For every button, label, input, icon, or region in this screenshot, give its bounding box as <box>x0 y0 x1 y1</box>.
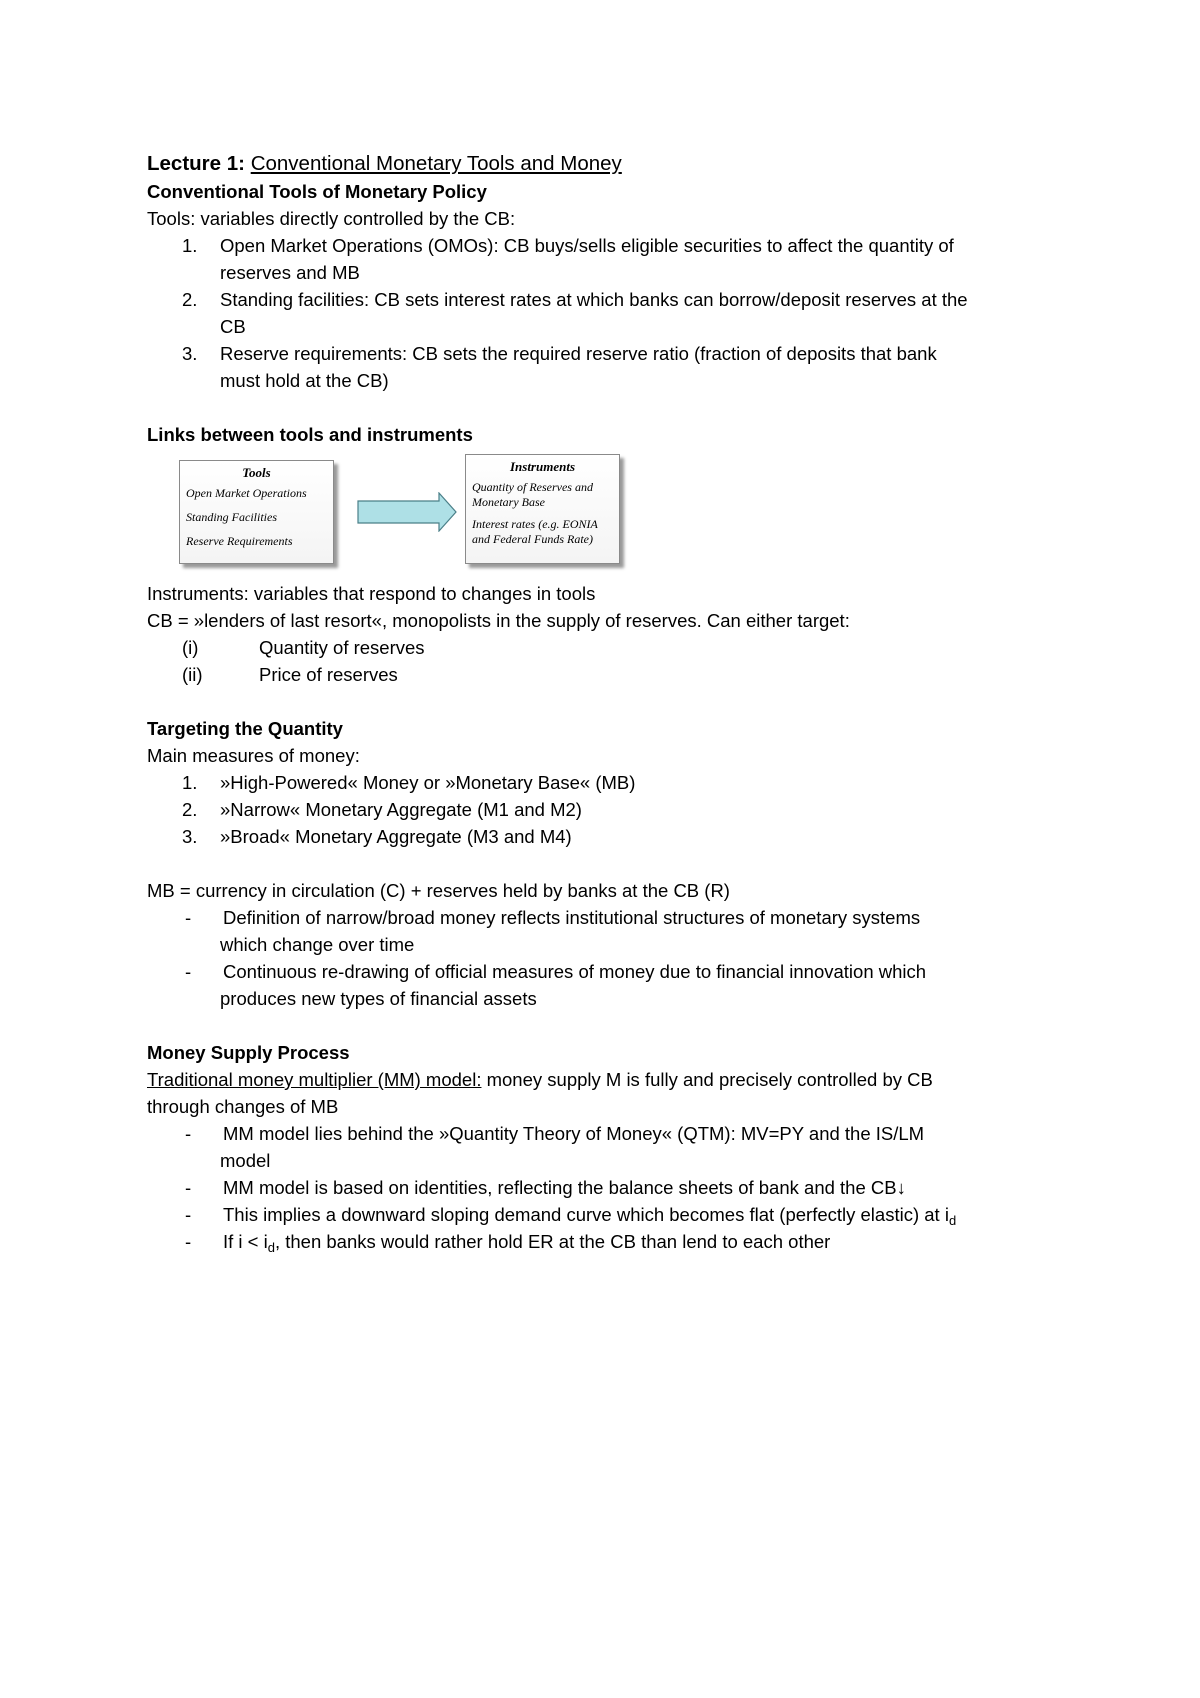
bullet-text-cont: model <box>220 1150 271 1171</box>
bullet-text-cont: which change over time <box>220 934 415 955</box>
bullet-item <box>147 958 1067 985</box>
section-heading-money-supply: Money Supply Process <box>147 1042 350 1063</box>
item-text-cont: reserves and MB <box>220 262 360 283</box>
item-text: »Narrow« Monetary Aggregate (M1 and M2) <box>220 799 582 820</box>
tools-box-item: Open Market Operations <box>186 486 307 500</box>
instruments-box-item: Quantity of Reserves and Monetary Base <box>472 480 593 509</box>
tools-box-title: Tools <box>242 465 271 480</box>
subscript-d: d <box>267 1240 275 1255</box>
list-item <box>147 286 1067 313</box>
item-text: »Broad« Monetary Aggregate (M3 and M4) <box>220 826 572 847</box>
instruments-definition: Instruments: variables that respond to changes in tools <box>147 583 596 604</box>
tools-box-item: Reserve Requirements <box>186 534 293 548</box>
item-text-cont: CB <box>220 316 246 337</box>
item-text-cont: must hold at the CB) <box>220 370 389 391</box>
item-text: »High-Powered« Money or »Monetary Base« (MB) <box>220 772 636 793</box>
bullet-text-post: , then banks would rather hold ER at the CB than lend to each other <box>274 1231 831 1252</box>
mb-definition: MB = currency in circulation (C) + reserves held by banks at the CB (R) <box>147 880 730 901</box>
list-item <box>147 232 1067 259</box>
bullet-dash: - <box>185 1231 192 1252</box>
title-main: Conventional Monetary Tools and Money <box>250 152 622 175</box>
bullet-dash: - <box>185 1177 192 1198</box>
tools-intro: Tools: variables directly controlled by the CB: <box>147 208 516 229</box>
bullet-text: Continuous re-drawing of official measures of money due to financial innovation which <box>223 961 927 982</box>
list-item <box>147 340 1067 367</box>
measures-intro: Main measures of money: <box>147 745 360 766</box>
bullet-text-cont: produces new types of financial assets <box>220 988 537 1009</box>
instruments-box <box>465 454 620 564</box>
item-number: 2. <box>182 289 198 310</box>
bullet-item <box>147 1174 1067 1201</box>
bullet-text <box>223 1228 830 1255</box>
tools-list <box>147 232 1067 394</box>
bullet-item <box>147 1120 1067 1147</box>
list-item <box>147 634 1067 661</box>
item-text: Open Market Operations (OMOs): CB buys/sells eligible securities to affect the quantity of <box>220 235 954 256</box>
down-arrow-icon: ↓ <box>896 1177 906 1198</box>
bullet-dash: - <box>185 1204 192 1225</box>
list-item <box>147 661 1067 688</box>
bullet-text <box>223 1174 906 1201</box>
mm-model-rest: money supply M is fully and precisely controlled by CB <box>481 1069 933 1090</box>
bullet-text-main: This implies a downward sloping demand curve which becomes flat (perfectly elastic) at i <box>223 1204 949 1225</box>
list-item <box>147 823 1067 850</box>
tools-box <box>179 460 334 564</box>
instruments-box-item: Interest rates (e.g. EONIA and Federal Funds Rate) <box>472 517 598 546</box>
document-page <box>147 150 1067 1255</box>
item-number: 1. <box>182 235 198 256</box>
item-text: Price of reserves <box>259 664 398 685</box>
list-item <box>147 769 1067 796</box>
right-arrow-icon <box>357 492 457 532</box>
bullet-text-main: MM model is based on identities, reflecting the balance sheets of bank and the CB <box>223 1177 897 1198</box>
bullet-text-pre: If i < i <box>223 1231 268 1252</box>
item-number: 1. <box>182 772 198 793</box>
tools-instruments-figure <box>147 454 1067 578</box>
mm-model-text <box>147 1066 1067 1093</box>
section-heading-quantity: Targeting the Quantity <box>147 718 343 739</box>
cb-lender-text: CB = »lenders of last resort«, monopolists in the supply of reserves. Can either target: <box>147 610 850 631</box>
bullet-text <box>223 1201 956 1228</box>
bullet-item <box>147 1228 1067 1255</box>
mm-model-label: Traditional money multiplier (MM) model: <box>147 1069 482 1090</box>
mm-model-text-cont: through changes of MB <box>147 1096 339 1117</box>
section-heading-tools: Conventional Tools of Monetary Policy <box>147 181 487 202</box>
page-title <box>147 150 1067 178</box>
list-item <box>147 796 1067 823</box>
title-prefix: Lecture 1: <box>147 152 245 175</box>
item-number: (ii) <box>182 664 203 685</box>
bullet-dash: - <box>185 961 192 982</box>
section-heading-links: Links between tools and instruments <box>147 424 473 445</box>
item-number: 2. <box>182 799 198 820</box>
item-number: 3. <box>182 826 198 847</box>
bullet-dash: - <box>185 1123 192 1144</box>
bullet-item <box>147 1201 1067 1228</box>
item-text: Standing facilities: CB sets interest rates at which banks can borrow/deposit reserves at the <box>220 289 968 310</box>
bullet-dash: - <box>185 907 192 928</box>
subscript-d: d <box>948 1213 957 1228</box>
bullet-item <box>147 904 1067 931</box>
item-number: 3. <box>182 343 198 364</box>
tools-box-item: Standing Facilities <box>186 510 277 524</box>
item-number: (i) <box>182 637 199 658</box>
item-text: Quantity of reserves <box>259 637 425 658</box>
item-text: Reserve requirements: CB sets the required reserve ratio (fraction of deposits that bank <box>220 343 937 364</box>
bullet-text: MM model lies behind the »Quantity Theory of Money« (QTM): MV=PY and the IS/LM <box>223 1123 925 1144</box>
bullet-text: Definition of narrow/broad money reflects institutional structures of monetary systems <box>223 907 921 928</box>
instruments-box-title: Instruments <box>509 459 576 474</box>
